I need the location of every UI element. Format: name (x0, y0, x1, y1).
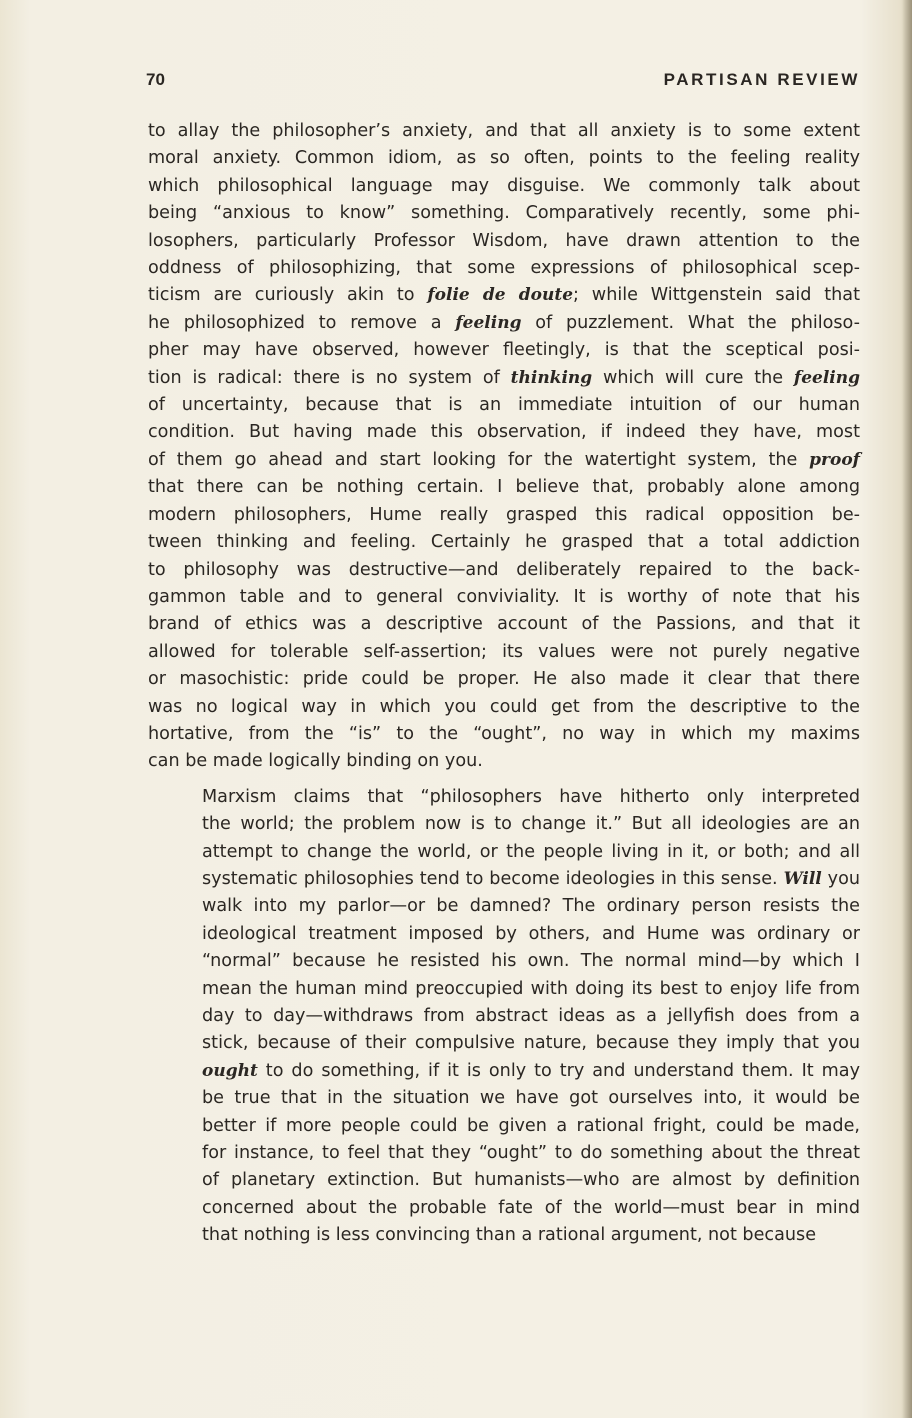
text-run: hortative, from the “is” to the “ought”, no way in which my maxims (148, 723, 860, 744)
text-run: of planetary extinction. But humanists—who are almost by definition (202, 1170, 860, 1191)
text-line (148, 502, 860, 529)
text-line (148, 584, 860, 611)
text-line (148, 866, 860, 893)
text-line (148, 310, 860, 337)
text-line (148, 721, 860, 748)
text-run: Marxism claims that “philosophers have hitherto only interpreted (202, 786, 860, 807)
text-line (148, 337, 860, 364)
text-run: “normal” because he resisted his own. The normal mind—by which I (202, 951, 860, 972)
text-run: tween thinking and feeling. Certainly he grasped that a total addiction (148, 532, 860, 553)
text-line (148, 1167, 860, 1194)
text-line (148, 200, 860, 227)
text-run: allowed for tolerable self-assertion; its values were not purely negative (148, 641, 860, 662)
text-line (148, 893, 860, 920)
text-run: to philosophy was destructive—and deliberately repaired to the back- (148, 559, 860, 580)
text-line (148, 118, 860, 145)
text-run: mean the human mind preoccupied with doing its best to enjoy life from (202, 978, 860, 999)
text-line (148, 1222, 860, 1249)
text-run: being “anxious to know” something. Comparatively recently, some phi- (148, 203, 860, 224)
text-run: walk into my parlor—or be damned? The ordinary person resists the (202, 896, 860, 917)
text-run: condition. But having made this observation, if indeed they have, most (148, 422, 860, 443)
text-run: losophers, particularly Professor Wisdom, have drawn attention to the (148, 230, 860, 251)
text-line (148, 255, 860, 282)
text-run: day to day—withdraws from abstract ideas as a jellyfish does from a (202, 1006, 860, 1026)
text-line (148, 1195, 860, 1222)
text-line (148, 694, 860, 721)
text-run: can be made logically binding on you. (148, 751, 483, 772)
text-line (148, 976, 860, 1003)
text-line (148, 419, 860, 446)
text-run: modern philosophers, Hume really grasped this radical opposition be- (148, 504, 860, 525)
text-run: to allay the philosopher’s anxiety, and that all anxiety is to some extent (148, 121, 860, 141)
text-run: which will cure the (592, 367, 794, 388)
text-run: of uncertainty, because that is an immediate intuition of our human (148, 395, 860, 416)
text-run: tion is radical: there is no system of (148, 367, 511, 388)
text-line (148, 228, 860, 255)
text-run: ideological treatment imposed by others, and Hume was ordinary or (202, 923, 860, 944)
page-number: 70 (146, 70, 165, 89)
running-head: PARTISAN REVIEW (663, 70, 860, 89)
text-line (148, 529, 860, 556)
text-run: which philosophical language may disguise. We commonly talk about (148, 175, 860, 196)
text-line (148, 1113, 860, 1140)
text-line (148, 748, 860, 775)
text-run: ; while Wittgenstein said that (573, 285, 860, 306)
text-run: brand of ethics was a descriptive account of the Passions, and that it (148, 614, 860, 635)
text-line (148, 173, 860, 200)
text-run: that there can be nothing certain. I believe that, probably alone among (148, 477, 860, 498)
text-run: you (821, 868, 860, 889)
text-line (148, 447, 860, 474)
text-run: systematic philosophies tend to become ideologies in this sense. (202, 868, 784, 889)
text-run: moral anxiety. Common idiom, as so often, points to the feeling reality (148, 148, 860, 169)
text-line (148, 392, 860, 419)
text-run: better if more people could be given a rational fright, could be made, (202, 1115, 860, 1136)
italic-text: Will (783, 868, 822, 889)
text-run: that nothing is less convincing than a rational argument, not because (202, 1225, 817, 1246)
text-line (148, 145, 860, 172)
page-header (146, 70, 860, 92)
text-line (148, 557, 860, 584)
text-run: or masochistic: pride could be proper. He also made it clear that there (148, 669, 860, 690)
text-line (148, 666, 860, 693)
italic-text: proof (809, 449, 860, 470)
text-line (148, 1085, 860, 1112)
italic-text: ought (202, 1060, 258, 1081)
text-run: of puzzlement. What the philoso- (521, 312, 860, 333)
text-run: to do something, if it is only to try and understand them. It may (257, 1060, 860, 1081)
text-run: was no logical way in which you could get from the descriptive to the (148, 696, 860, 717)
italic-text: feeling (793, 367, 860, 388)
text-run: gammon table and to general conviviality. It is worthy of note that his (148, 586, 860, 607)
text-run: oddness of philosophizing, that some expressions of philosophical scep- (148, 258, 860, 279)
text-run: of them go ahead and start looking for the watertight system, the (148, 449, 810, 470)
text-run: ticism are curiously akin to (148, 285, 428, 306)
italic-text: folie de doute (427, 285, 574, 306)
text-line (148, 948, 860, 975)
body-text (148, 118, 860, 1250)
text-line (148, 921, 860, 948)
text-run: concerned about the probable fate of the world—must bear in mind (202, 1197, 860, 1218)
italic-text: feeling (455, 312, 522, 333)
page-edge-shadow (902, 0, 912, 1418)
paragraph (148, 118, 860, 776)
text-line (148, 784, 860, 811)
text-line (148, 611, 860, 638)
text-run: he philosophized to remove a (148, 312, 456, 333)
text-line (148, 839, 860, 866)
text-run: attempt to change the world, or the people living in it, or both; and all (202, 841, 860, 862)
text-line (148, 474, 860, 501)
text-line (148, 1003, 860, 1030)
text-line (148, 1058, 860, 1085)
italic-text: thinking (510, 367, 593, 388)
text-line (148, 1030, 860, 1057)
text-run: pher may have observed, however fleetingly, is that the sceptical posi- (148, 340, 860, 361)
text-line (148, 282, 860, 309)
text-line (148, 639, 860, 666)
text-run: be true that in the situation we have got ourselves into, it would be (202, 1088, 860, 1109)
text-run: the world; the problem now is to change it.” But all ideologies are an (202, 814, 860, 835)
paragraph (148, 784, 860, 1250)
text-line (148, 811, 860, 838)
text-line (148, 365, 860, 392)
text-run: for instance, to feel that they “ought” to do something about the threat (202, 1143, 860, 1164)
text-run: stick, because of their compulsive nature, because they imply that you (202, 1033, 860, 1054)
text-line (148, 1140, 860, 1167)
